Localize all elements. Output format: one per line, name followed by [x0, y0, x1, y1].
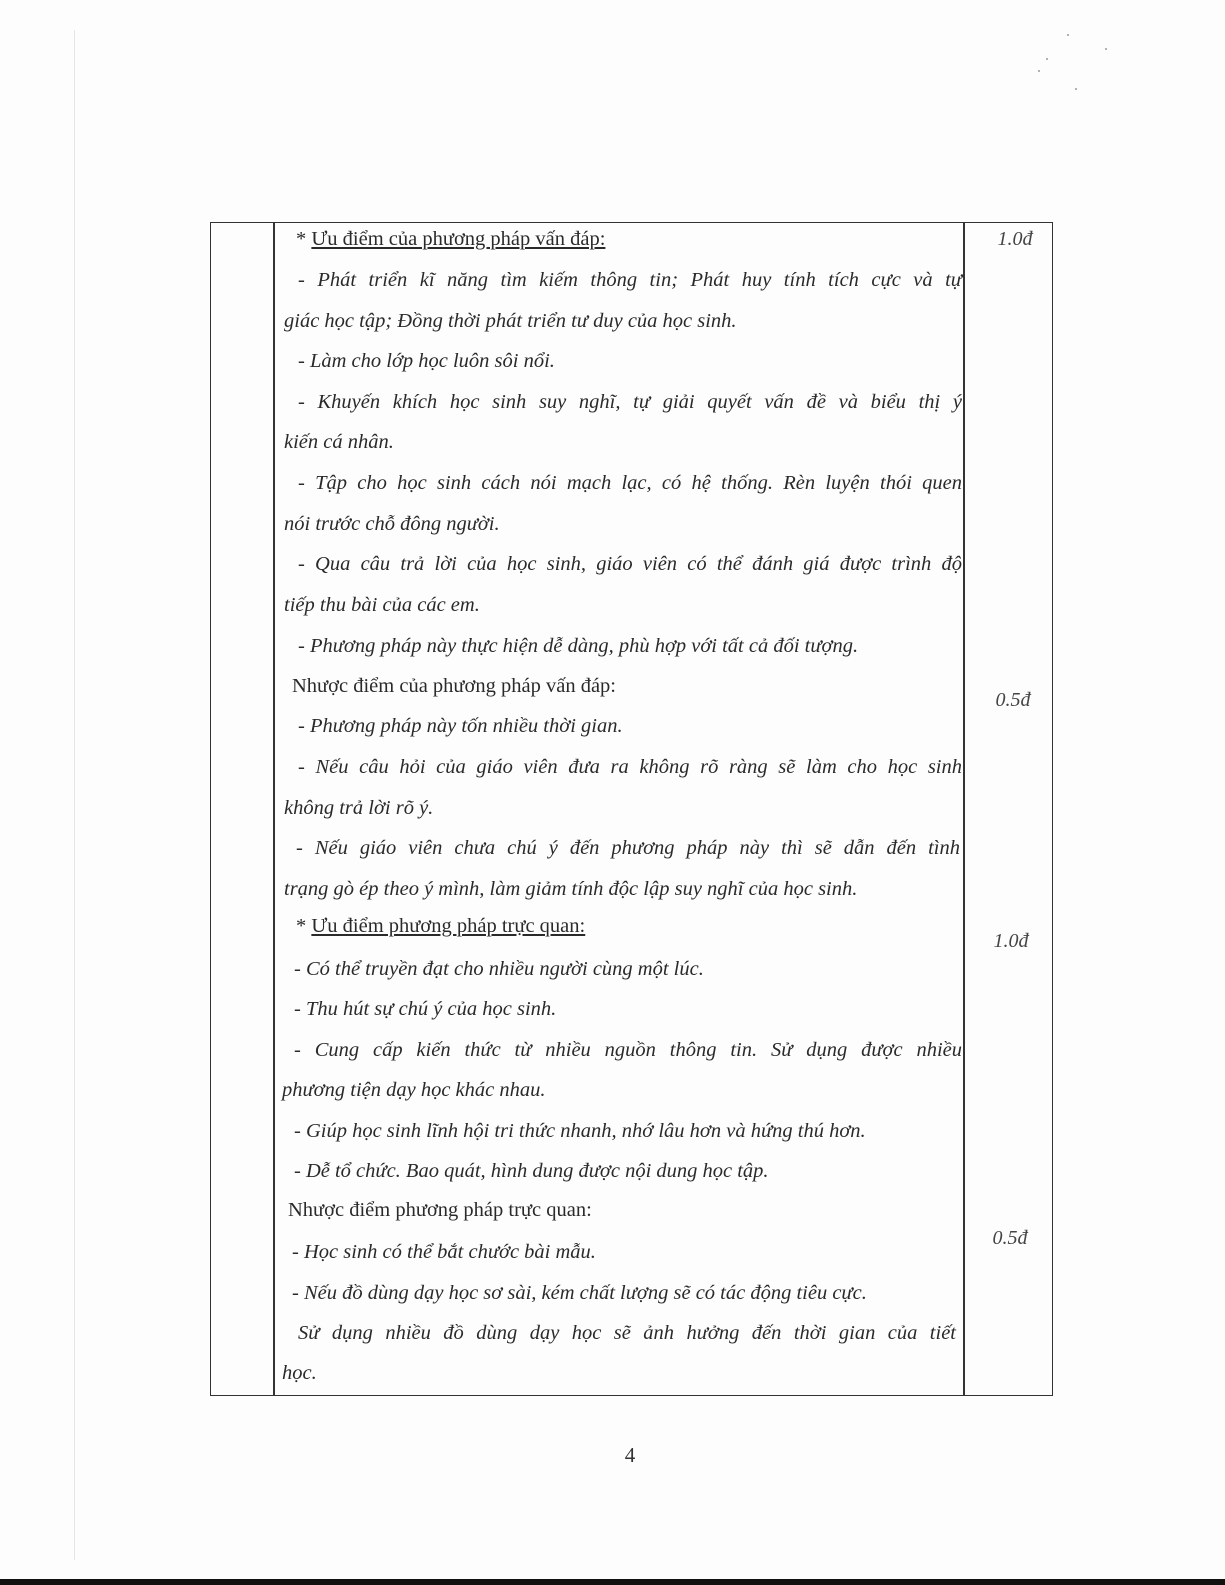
content-line: - Cung cấp kiến thức từ nhiều nguồn thông tin. Sử dụng được nhiều	[294, 1039, 962, 1061]
section-heading: Nhược điểm phương pháp trực quan:	[288, 1199, 592, 1221]
content-line: - Làm cho lớp học luôn sôi nổi.	[298, 350, 555, 372]
scan-margin-line	[74, 30, 75, 1560]
content-line: - Qua câu trả lời của học sinh, giáo viên có thể đánh giá được trình độ	[298, 553, 962, 575]
content-line: - Dễ tổ chức. Bao quát, hình dung được nội dung học tập.	[294, 1160, 769, 1182]
content-line: - Phát triển kĩ năng tìm kiếm thông tin; Phát huy tính tích cực và tự	[298, 269, 962, 291]
table-column-divider	[963, 223, 965, 1395]
content-line: - Tập cho học sinh cách nói mạch lạc, có hệ thống. Rèn luyện thói quen	[298, 472, 962, 494]
page-number: 4	[624, 1443, 636, 1467]
content-line: - Có thể truyền đạt cho nhiều người cùng một lúc.	[294, 958, 704, 980]
table-column-divider	[273, 223, 275, 1395]
content-line: trạng gò ép theo ý mình, làm giảm tính độc lập suy nghĩ của học sinh.	[284, 878, 858, 900]
content-line: - Nếu câu hỏi của giáo viên đưa ra không rõ ràng sẽ làm cho học sinh	[298, 756, 962, 778]
content-line: nói trước chỗ đông người.	[284, 513, 500, 535]
heading-text: Ưu điểm của phương pháp vấn đáp:	[311, 228, 606, 250]
content-line: phương tiện dạy học khác nhau.	[282, 1079, 546, 1101]
heading-prefix: *	[296, 228, 312, 250]
section-heading	[296, 226, 605, 252]
content-line: giác học tập; Đồng thời phát triển tư duy của học sinh.	[284, 310, 737, 332]
content-line: - Nếu đồ dùng dạy học sơ sài, kém chất lượng sẽ có tác động tiêu cực.	[292, 1282, 867, 1304]
content-line: Sử dụng nhiều đồ dùng dạy học sẽ ảnh hưởng đến thời gian của tiết	[298, 1322, 956, 1344]
section-heading: Nhược điểm của phương pháp vấn đáp:	[292, 675, 616, 697]
score-label: 1.0đ	[997, 228, 1033, 250]
scan-bottom-edge	[0, 1579, 1225, 1585]
content-line: học.	[282, 1362, 317, 1384]
content-line: - Giúp học sinh lĩnh hội tri thức nhanh, nhớ lâu hơn và hứng thú hơn.	[294, 1120, 866, 1142]
content-line: - Thu hút sự chú ý của học sinh.	[294, 998, 557, 1020]
score-label: 0.5đ	[992, 1227, 1028, 1249]
scan-speck	[1038, 70, 1040, 72]
scan-speck	[1105, 48, 1107, 50]
scan-speck	[1046, 58, 1048, 60]
content-line: - Học sinh có thể bắt chước bài mẫu.	[292, 1241, 596, 1263]
content-line: không trả lời rõ ý.	[284, 797, 434, 819]
heading-text: Ưu điểm phương pháp trực quan:	[311, 915, 586, 937]
heading-prefix: *	[296, 915, 312, 937]
score-label: 0.5đ	[995, 689, 1031, 711]
section-heading	[296, 913, 585, 939]
scan-speck	[1075, 88, 1077, 90]
content-line: kiến cá nhân.	[284, 431, 394, 453]
content-line: - Phương pháp này tốn nhiều thời gian.	[298, 715, 623, 737]
content-line: - Nếu giáo viên chưa chú ý đến phương pháp này thì sẽ dẫn đến tình	[296, 837, 960, 859]
content-line: - Phương pháp này thực hiện dễ dàng, phù hợp với tất cả đối tượng.	[298, 635, 859, 657]
content-line: - Khuyến khích học sinh suy nghĩ, tự giải quyết vấn đề và biểu thị ý	[298, 391, 962, 413]
content-line: tiếp thu bài của các em.	[284, 594, 480, 616]
scan-speck	[1067, 34, 1069, 36]
score-label: 1.0đ	[993, 930, 1029, 952]
